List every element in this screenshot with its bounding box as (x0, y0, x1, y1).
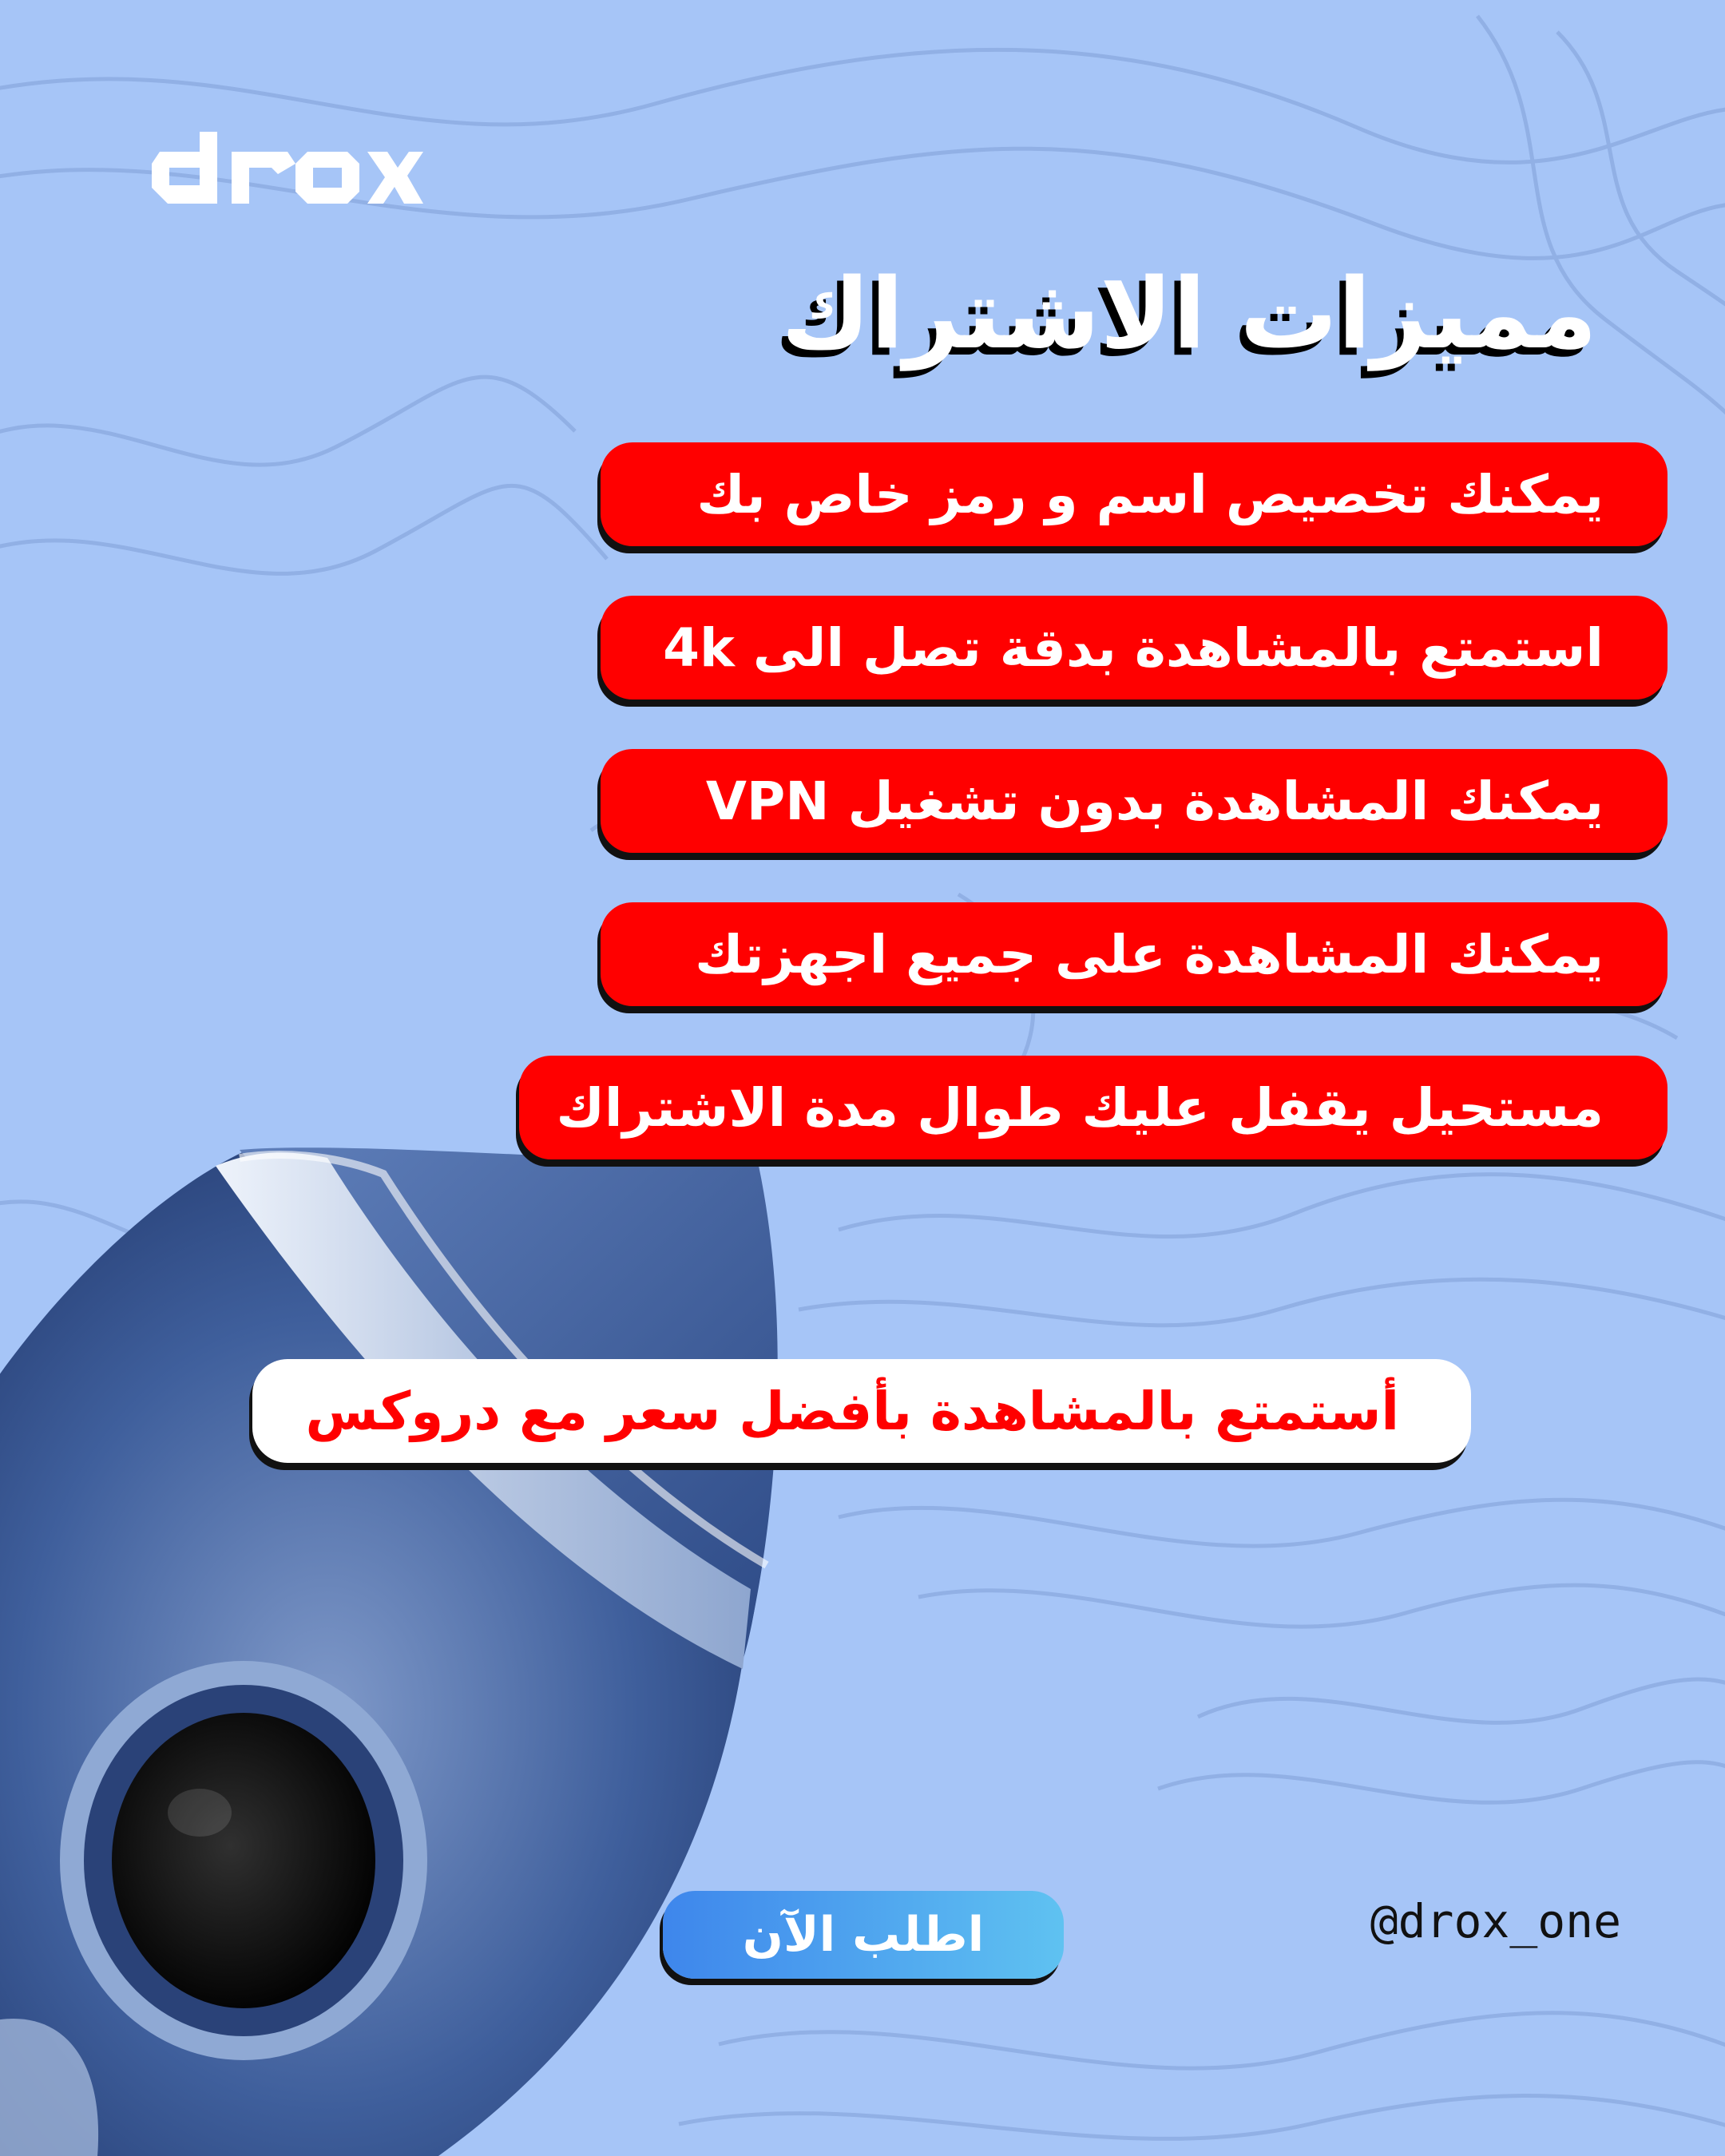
drox-logo (144, 128, 423, 208)
feature-item: يمكنك تخصيص اسم و رمز خاص بك (601, 442, 1668, 546)
feature-item: استمتع بالمشاهدة بدقة تصل الى 4k (601, 596, 1668, 700)
feature-item: مستحيل يقفل عليك طوال مدة الاشتراك (519, 1056, 1668, 1159)
order-now-button[interactable]: اطلب الآن (663, 1891, 1064, 1979)
promo-banner: أستمتع بالمشاهدة بأفضل سعر مع دروكس (252, 1359, 1471, 1463)
page-title: مميزات الاشتراك (781, 257, 1597, 371)
social-handle: @drox_one (1370, 1894, 1621, 1948)
feature-item: يمكنك المشاهدة على جميع اجهزتك (601, 902, 1668, 1006)
feature-item: يمكنك المشاهدة بدون تشغيل VPN (601, 749, 1668, 853)
